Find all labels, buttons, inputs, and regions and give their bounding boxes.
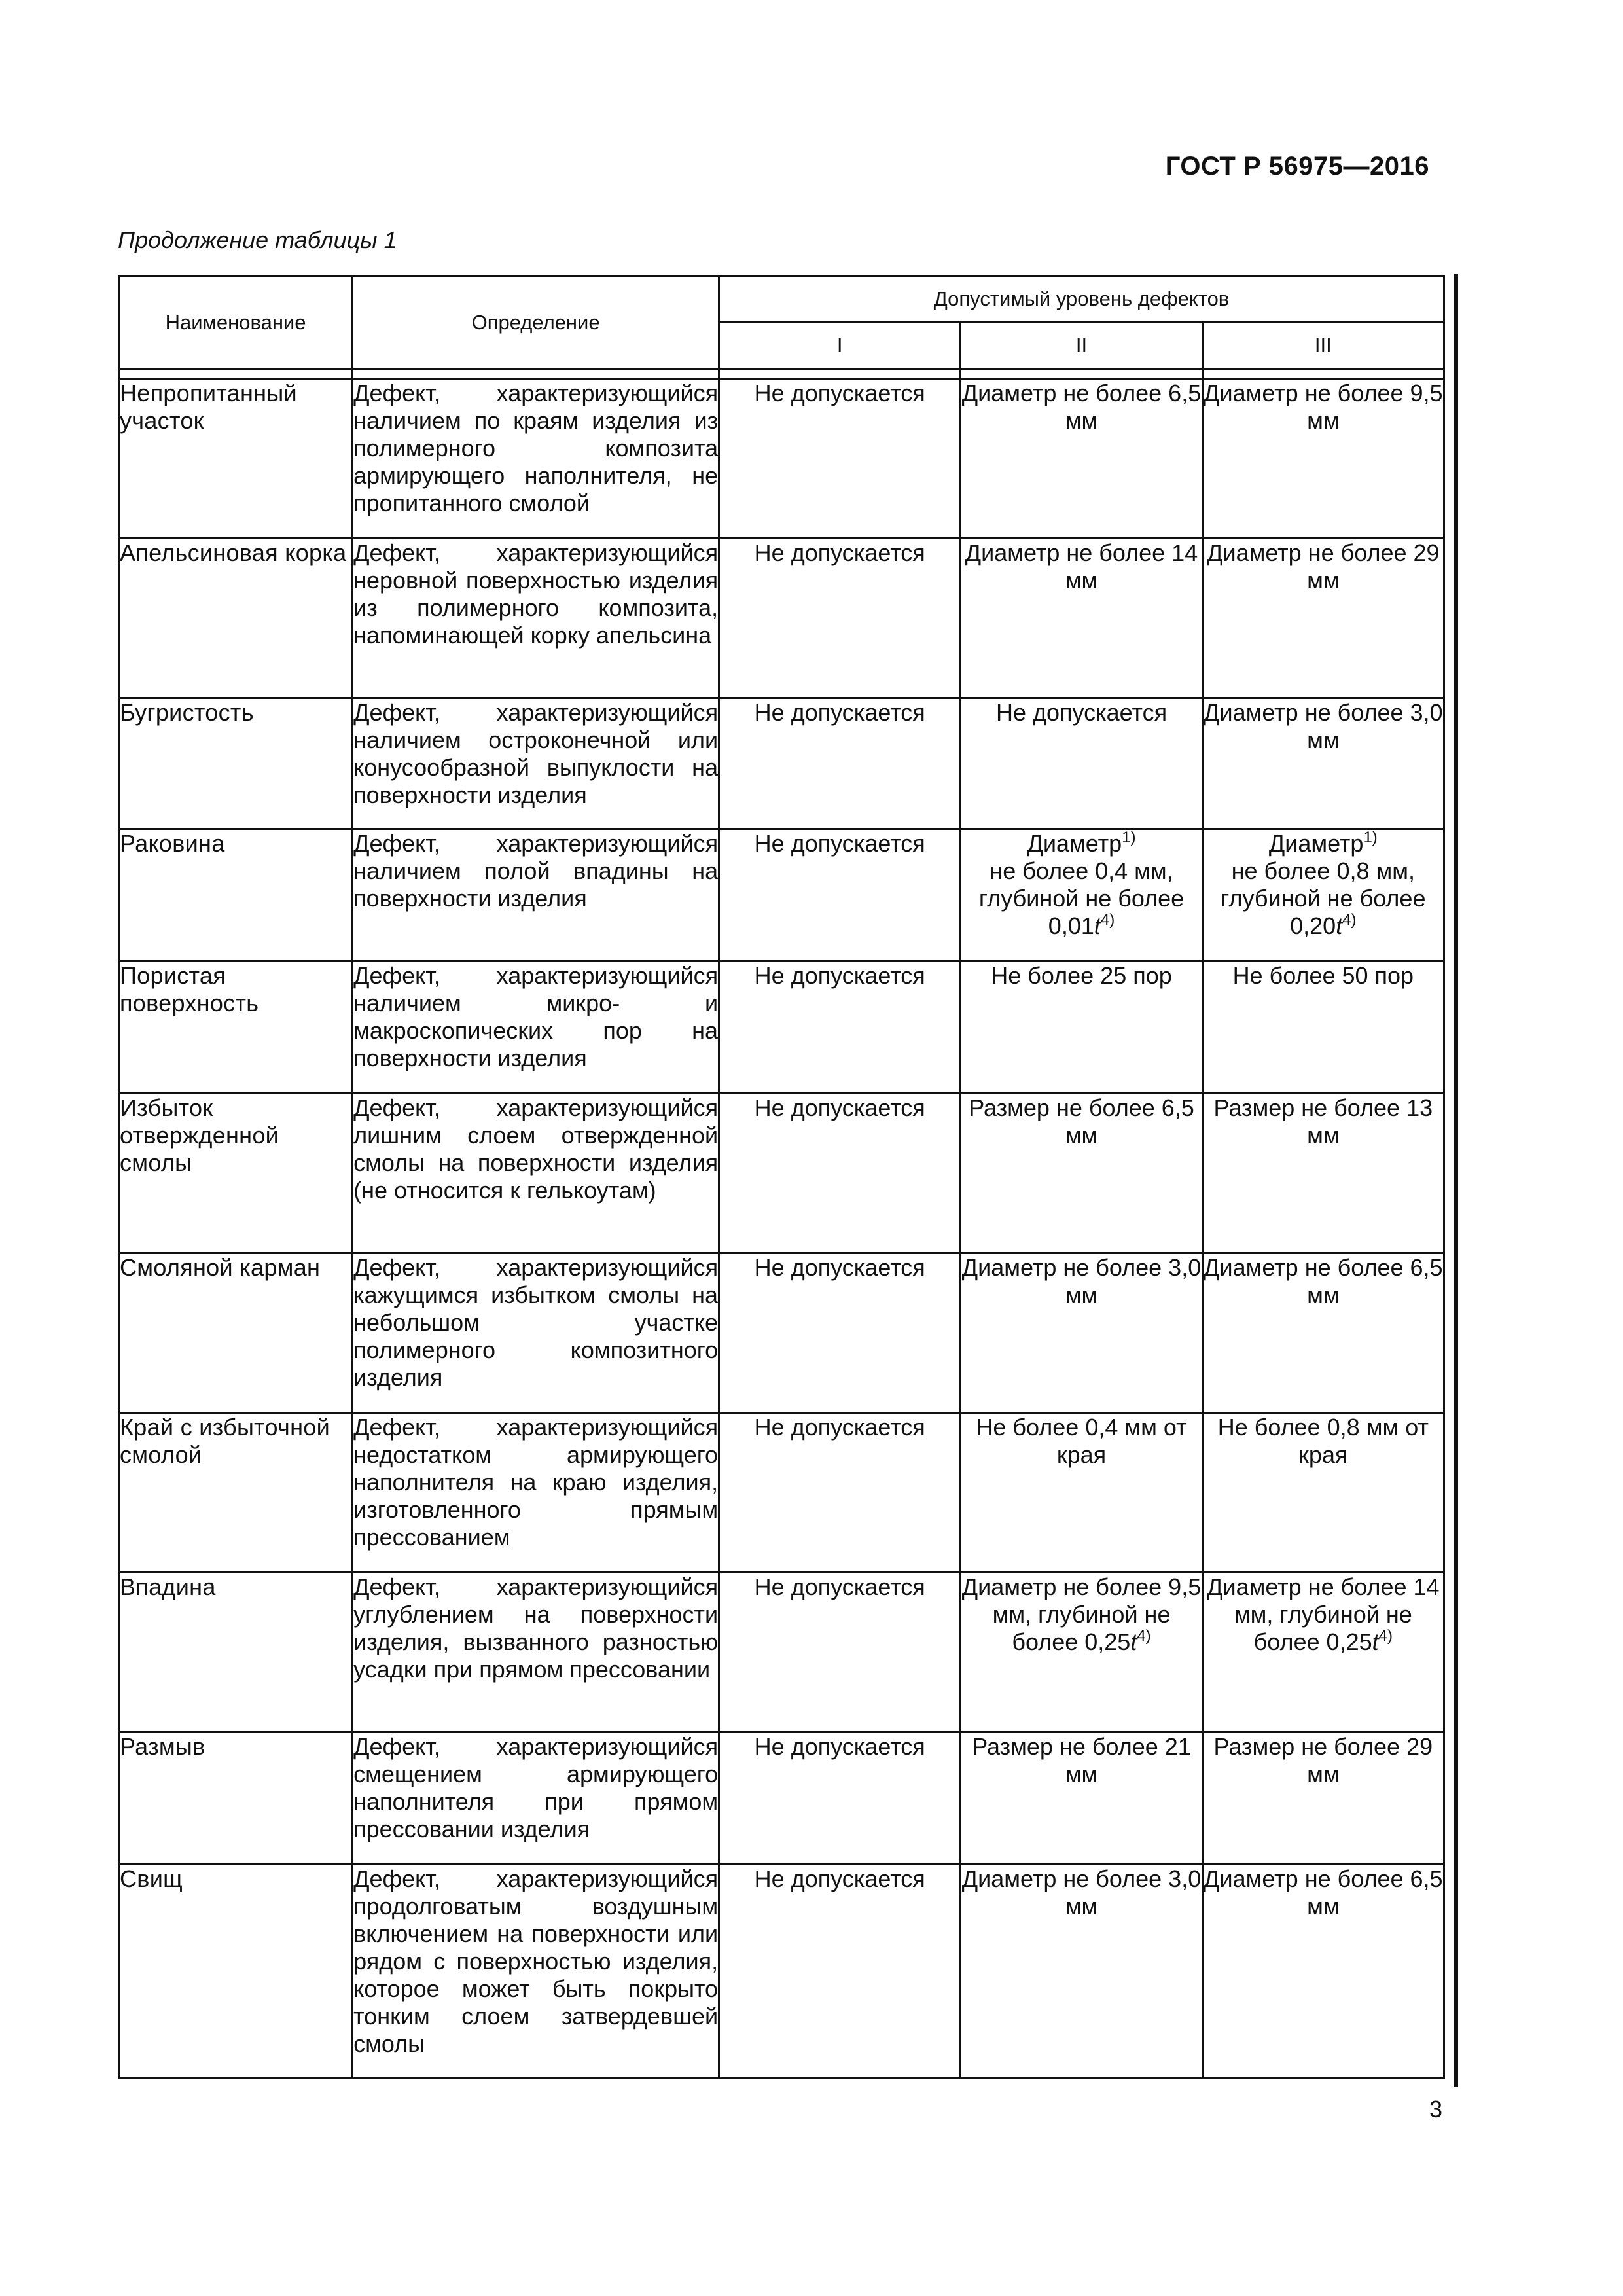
footnote-ref: 4) [1100, 911, 1115, 929]
value-text: не более 0,4 мм, глубиной не более 0,01 [978, 857, 1185, 939]
level-2-value: Диаметр не более 14 мм [961, 539, 1202, 698]
defect-name: Раковина [119, 829, 353, 961]
defect-name: Впадина [119, 1573, 353, 1732]
table-row [119, 829, 1444, 961]
header-separator [119, 369, 1444, 379]
level-2-value: Не более 25 пор [961, 961, 1202, 1094]
defect-definition: Дефект, характеризующийся наличием полой впадины на поверхности изделия [353, 829, 719, 961]
level-2-value: Размер не более 6,5 мм [961, 1094, 1202, 1253]
defect-name: Бугристость [119, 698, 353, 829]
defect-definition: Дефект, характеризующийся кажущимся избытком смолы на небольшом участке полимерного композитного изделия [353, 1253, 719, 1413]
defect-definition: Дефект, характеризующийся смещением армирующего наполнителя при прямом прессовании изделия [353, 1732, 719, 1865]
level-1-value: Не допускается [719, 379, 961, 539]
defect-definition: Дефект, характеризующийся недостатком армирующего наполнителя на краю изделия, изготовленного прямым прессованием [353, 1413, 719, 1573]
level-1-value: Не допускается [719, 1413, 961, 1573]
value-text: не более 0,8 мм, глубиной не более 0,20 [1221, 857, 1426, 939]
page-number: 3 [1429, 2096, 1443, 2123]
value-text: Диаметр не более 9,5 мм, глубиной не более 0,25 [961, 1573, 1202, 1655]
defect-name: Избыток отвержденной смолы [119, 1094, 353, 1253]
defect-definition: Дефект, характеризующийся продолговатым воздушным включением на поверхности или рядом с поверхностью изделия, которое может быть покрыто тонким слоем затвердевшей смолы [353, 1865, 719, 2078]
defect-definition: Дефект, характеризующийся неровной поверхностью изделия из полимерного композита, напоминающей корку апельсина [353, 539, 719, 698]
defect-name: Край с избыточной смолой [119, 1413, 353, 1573]
defect-name: Пористая поверхность [119, 961, 353, 1094]
level-3-value: Диаметр не более 9,5 мм [1202, 379, 1444, 539]
level-3-value: Диаметр не более 6,5 мм [1202, 1253, 1444, 1413]
column-header-level-2: II [961, 323, 1202, 369]
defect-name: Размыв [119, 1732, 353, 1865]
column-header-level-1: I [719, 323, 961, 369]
level-3-value: Не более 50 пор [1202, 961, 1444, 1094]
column-header-name: Наименование [119, 276, 353, 369]
level-2-value: Размер не более 21 мм [961, 1732, 1202, 1865]
level-1-value: Не допускается [719, 1573, 961, 1732]
defect-definition: Дефект, характеризующийся лишним слоем отвержденной смолы на поверхности изделия (не относится к гелькоутам) [353, 1094, 719, 1253]
standard-code: ГОСТ Р 56975—2016 [1165, 152, 1429, 181]
level-1-value: Не допускается [719, 1732, 961, 1865]
level-1-value: Не допускается [719, 961, 961, 1094]
table-row [119, 1413, 1444, 1573]
footnote-ref: 4) [1378, 1627, 1393, 1645]
level-2-value [961, 829, 1202, 961]
level-3-value: Не более 0,8 мм от края [1202, 1413, 1444, 1573]
value-text: Диаметр [1027, 830, 1122, 857]
level-1-value: Не допускается [719, 1253, 961, 1413]
value-text: Диаметр [1268, 830, 1364, 857]
level-3-value: Диаметр не более 3,0 мм [1202, 698, 1444, 829]
level-3-value: Размер не более 13 мм [1202, 1094, 1444, 1253]
defect-name: Непропитанный участок [119, 379, 353, 539]
level-3-value [1202, 1573, 1444, 1732]
defect-definition: Дефект, характеризующийся наличием микро- и макроскопических пор на поверхности изделия [353, 961, 719, 1094]
footnote-ref: 4) [1342, 911, 1357, 929]
level-1-value: Не допускается [719, 698, 961, 829]
level-2-value: Диаметр не более 3,0 мм [961, 1865, 1202, 2078]
level-2-value: Диаметр не более 3,0 мм [961, 1253, 1202, 1413]
table-row [119, 1094, 1444, 1253]
thickness-variable: t [1372, 1628, 1379, 1655]
defect-definition: Дефект, характеризующийся углублением на поверхности изделия, вызванного разностью усадки при прямом прессовании [353, 1573, 719, 1732]
table-row [119, 1865, 1444, 2078]
table-row [119, 961, 1444, 1094]
column-header-definition: Определение [353, 276, 719, 369]
right-margin-rule [1454, 274, 1458, 2087]
level-2-value: Не более 0,4 мм от края [961, 1413, 1202, 1573]
table-row [119, 1732, 1444, 1865]
footnote-ref: 1) [1122, 829, 1136, 846]
thickness-variable: t [1130, 1628, 1137, 1655]
level-2-value: Не допускается [961, 698, 1202, 829]
thickness-variable: t [1336, 912, 1343, 939]
level-3-value: Диаметр не более 29 мм [1202, 539, 1444, 698]
column-header-levels-group: Допустимый уровень дефектов [719, 276, 1444, 323]
table-row [119, 1253, 1444, 1413]
defect-name: Свищ [119, 1865, 353, 2078]
table-row [119, 1573, 1444, 1732]
table-continuation-caption: Продолжение таблицы 1 [118, 226, 397, 253]
defect-name: Апельсиновая корка [119, 539, 353, 698]
level-3-value: Диаметр не более 6,5 мм [1202, 1865, 1444, 2078]
footnote-ref: 4) [1137, 1627, 1151, 1645]
value-text: Диаметр не более 14 мм, глубиной не более 0,25 [1207, 1573, 1440, 1655]
level-1-value: Не допускается [719, 1865, 961, 2078]
thickness-variable: t [1094, 912, 1101, 939]
level-1-value: Не допускается [719, 1094, 961, 1253]
footnote-ref: 1) [1363, 829, 1378, 846]
column-header-level-3: III [1202, 323, 1444, 369]
level-3-value: Размер не более 29 мм [1202, 1732, 1444, 1865]
table-head [119, 276, 1444, 379]
defect-name: Смоляной карман [119, 1253, 353, 1413]
defect-definition: Дефект, характеризующийся наличием по краям изделия из полимерного композита армирующего наполнителя, не пропитанного смолой [353, 379, 719, 539]
level-1-value: Не допускается [719, 829, 961, 961]
level-3-value [1202, 829, 1444, 961]
table-row [119, 379, 1444, 539]
table-row [119, 698, 1444, 829]
table-row [119, 539, 1444, 698]
level-2-value: Диаметр не более 6,5 мм [961, 379, 1202, 539]
defect-definition: Дефект, характеризующийся наличием остроконечной или конусообразной выпуклости на поверхности изделия [353, 698, 719, 829]
table-body [119, 379, 1444, 2078]
level-1-value: Не допускается [719, 539, 961, 698]
level-2-value [961, 1573, 1202, 1732]
defects-table [118, 275, 1445, 2079]
